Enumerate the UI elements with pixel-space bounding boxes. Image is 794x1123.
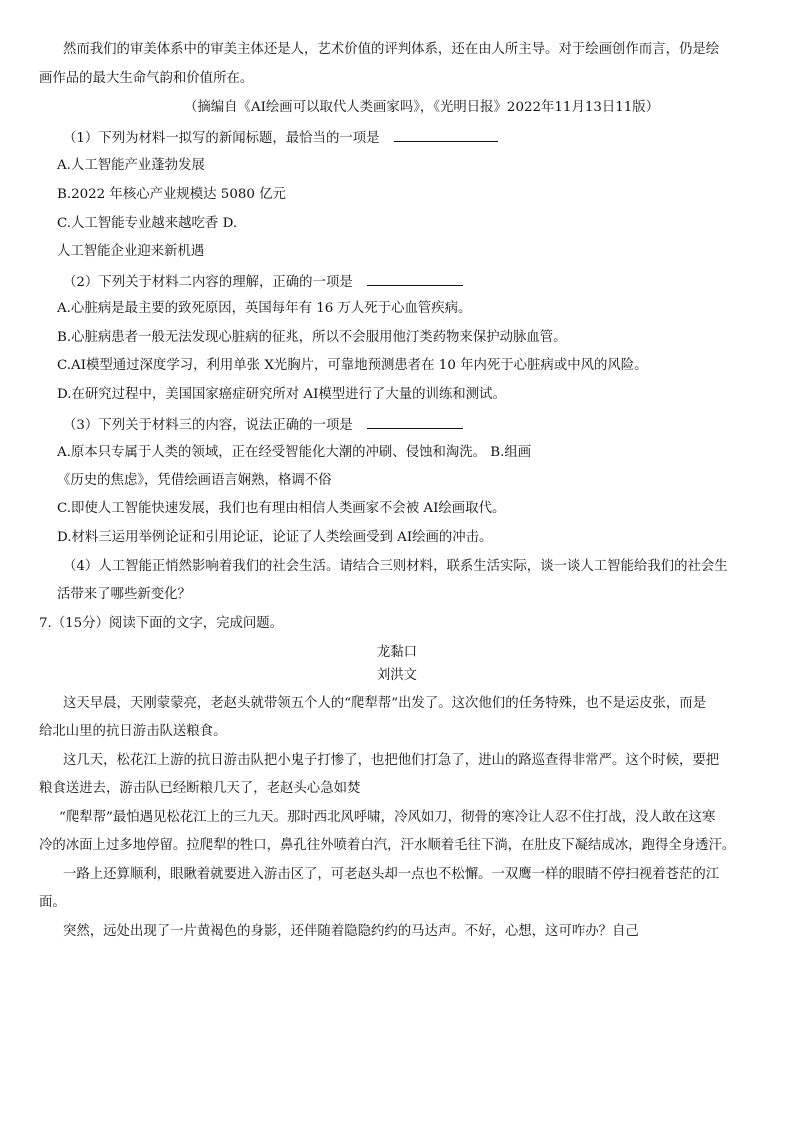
q2-option-a: A.心脏病是最主要的致死原因，英国每年有 16 万人死于心血管疾病。 (57, 301, 472, 316)
passage-p4-line-2: 面。 (39, 895, 66, 910)
passage-p3-line-1: “爬犁帮”最怕遇见松花江上的三九天。那时西北风呼啸，冷风如刀，彻骨的寒冷让人忍不住打战，没人敢在这寒 (59, 810, 716, 825)
q7-header: 7.（15分）阅读下面的文字，完成问题。 (39, 616, 284, 631)
material-three-line-2: 画作品的最大生命气韵和价值所在。 (39, 71, 254, 86)
q2-option-c: C.AI模型通过深度学习，利用单张 X光胸片，可靠地预测患者在 10 年内死于心脏病或中风的风险。 (57, 358, 648, 373)
q2-option-d: D.在研究过程中，美国国家癌症研究所对 AI模型进行了大量的训练和测试。 (57, 387, 506, 402)
q3-stem (63, 416, 463, 434)
q3-option-c: C.即使人工智能快速发展，我们也有理由相信人类画家不会被 AI绘画取代。 (57, 501, 506, 516)
q2-stem-text: （2）下列关于材料二内容的理解，正确的一项是 (63, 275, 353, 290)
q4-line-1: （4）人工智能正悄然影响着我们的社会生活。请结合三则材料，联系生活实际，谈一谈人工智能给我们的社会生 (63, 559, 728, 574)
passage-p3-line-2: 冷的冰面上过多地停留。拉爬犁的牲口，鼻孔往外喷着白汽，汗水顺着毛往下淌，在肚皮下凝结成冰，跑得全身透汗。 (39, 838, 736, 853)
q1-stem (63, 129, 498, 147)
passage-title: 龙黏口 (376, 645, 418, 660)
q1-option-d: 人工智能企业迎来新机遇 (57, 244, 205, 259)
passage-author: 刘洪文 (376, 668, 418, 683)
q3-option-a: A.原本只专属于人类的领域，正在经受智能化大潮的冲刷、侵蚀和淘洗。 B.组画 (57, 445, 532, 460)
q2-option-b: B.心脏病患者一般无法发现心脏病的征兆，所以不会服用他汀类药物来保护动脉血管。 (57, 330, 567, 345)
passage-p2-line-2: 粮食送进去，游击队已经断粮几天了，老赵头心急如焚 (39, 781, 361, 796)
q1-answer-blank[interactable] (394, 129, 498, 142)
passage-p5-line-1: 突然，远处出现了一片黄褐色的身影，还伴随着隐隐约约的马达声。不好，心想，这可咋办？自己 (63, 924, 639, 939)
q2-answer-blank[interactable] (367, 273, 463, 286)
passage-p1-line-1: 这天早晨，天刚蒙蒙亮，老赵头就带领五个人的“爬犁帮”出发了。这次他们的任务特殊，也不是运皮张，而是 (63, 696, 707, 711)
q3-answer-blank[interactable] (367, 416, 463, 429)
material-three-line-1: 然而我们的审美体系中的审美主体还是人，艺术价值的评判体系，还在由人所主导。对于绘画创作而言，仍是绘 (63, 42, 720, 57)
passage-p1-line-2: 给北山里的抗日游击队送粮食。 (39, 724, 227, 739)
q3-option-d: D.材料三运用举例论证和引用论证，论证了人类绘画受到 AI绘画的冲击。 (57, 530, 493, 545)
q1-option-c: C.人工智能专业越来越吃香 D. (57, 216, 238, 231)
passage-p4-line-1: 一路上还算顺利，眼瞅着就要进入游击区了，可老赵头却一点也不松懈。一双鹰一样的眼睛不停扫视着苍茫的江 (63, 867, 720, 882)
q4-line-2: 活带来了哪些新变化？ (57, 587, 191, 602)
q3-stem-text: （3）下列关于材料三的内容，说法正确的一项是 (63, 418, 353, 433)
q2-stem (63, 273, 463, 291)
q3-option-b: 《历史的焦虑》，凭借绘画语言娴熟，格调不俗 (57, 473, 332, 488)
source-citation: （摘编自《AI绘画可以取代人类画家吗》，《光明日报》2022年11月13日11版） (184, 100, 660, 115)
passage-p2-line-1: 这几天，松花江上游的抗日游击队把小鬼子打惨了，也把他们打急了，进山的路巡查得非常严。这个时候，要把 (63, 753, 720, 768)
q1-option-a: A.人工智能产业蓬勃发展 (57, 158, 205, 173)
q1-stem-text: （1）下列为材料一拟写的新闻标题，最恰当的一项是 (63, 131, 380, 146)
q1-option-b: B.2022 年核心产业规模达 5080 亿元 (57, 187, 286, 202)
